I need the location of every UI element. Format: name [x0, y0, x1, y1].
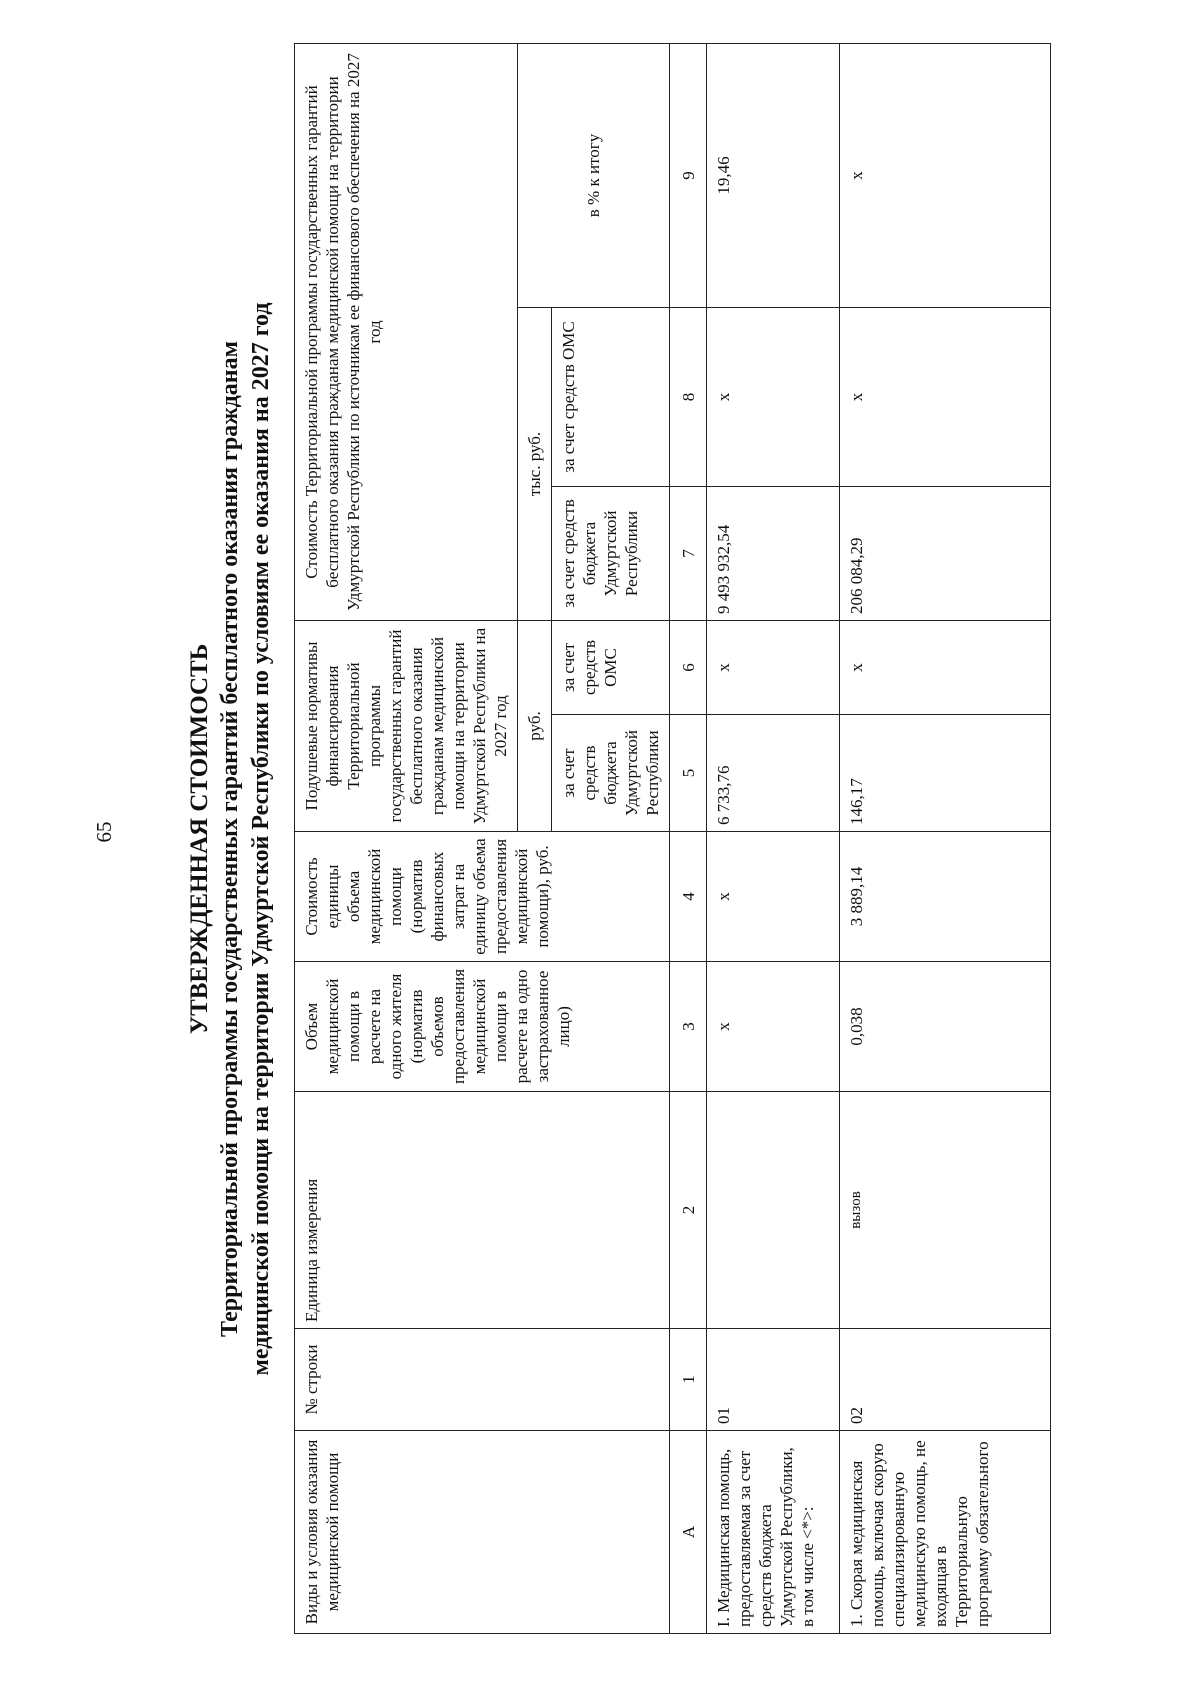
header-unit-cost: Стоимость единицы объема медицинской помощи (норматив финансовых затрат на единицу объема предоставления медицинской помощи), руб. — [295, 832, 670, 962]
row-per-capita-budget: 146,17 — [840, 715, 1051, 832]
header-per-capita-oms: за счет средств ОМС — [552, 621, 670, 715]
column-number: 5 — [670, 715, 707, 832]
row-volume: х — [707, 962, 840, 1092]
column-number: 3 — [670, 962, 707, 1092]
row-volume: 0,038 — [840, 962, 1051, 1092]
cost-table — [294, 43, 1051, 1634]
column-number: 7 — [670, 487, 707, 621]
row-cost-oms: х — [707, 308, 840, 487]
header-volume: Объем медицинской помощи в расчете на одного жителя (норматив объемов предоставления медицинской помощи в расчете на одно застрахованное лицо) — [295, 962, 670, 1092]
header-cost-oms: за счет средств ОМС — [552, 308, 670, 487]
header-row-number: № строки — [295, 1329, 670, 1431]
document-title: УТВЕРЖДЕННАЯ СТОИМОСТЬ — [186, 643, 213, 1035]
table-row — [707, 44, 840, 1634]
header-unit: Единица измерения — [295, 1092, 670, 1329]
row-per-capita-budget: 6 733,76 — [707, 715, 840, 832]
row-name: 1. Скорая медицинская помощь, включая скорую специализированную медицинскую помощь, не входящая в Территориальную программу обязательного — [840, 1431, 1051, 1634]
column-number: 9 — [670, 44, 707, 308]
page-number: 65 — [92, 821, 116, 843]
header-thous-rub: тыс. руб. — [518, 308, 552, 621]
header-kinds: Виды и условия оказания медицинской помощи — [295, 1431, 670, 1634]
header-percent: в % к итогу — [518, 44, 670, 308]
column-number: 4 — [670, 832, 707, 962]
column-number: 8 — [670, 308, 707, 487]
column-number: 6 — [670, 621, 707, 715]
header-row-1 — [295, 44, 518, 1634]
header-cost-budget: за счет средств бюджета Удмуртской Республики — [552, 487, 670, 621]
row-unit-cost: 3 889,14 — [840, 832, 1051, 962]
row-per-capita-oms: х — [840, 621, 1051, 715]
row-unit — [707, 1092, 840, 1329]
document-title-block — [185, 44, 291, 1634]
header-rub: руб. — [518, 621, 552, 832]
document-subtitle-line-1: Территориальной программы государственных гарантий бесплатного оказания гражданам — [217, 341, 243, 1337]
row-percent: х — [840, 44, 1051, 308]
header-per-capita: Подушевые нормативы финансирования Территориальной программы государственных гарантий бесплатного оказания гражданам медицинской помощи на территории Удмуртской Республики на 2027 год — [295, 621, 518, 832]
table-row — [840, 44, 1051, 1634]
row-cost-oms: х — [840, 308, 1051, 487]
row-cost-budget: 206 084,29 — [840, 487, 1051, 621]
row-code: 01 — [707, 1329, 840, 1431]
row-name: I. Медицинская помощь, предоставляемая за счет средств бюджета Удмуртской Республики, в том числе <*>: — [707, 1431, 840, 1634]
column-number: 1 — [670, 1329, 707, 1431]
column-number: 2 — [670, 1092, 707, 1329]
row-code: 02 — [840, 1329, 1051, 1431]
header-per-capita-budget: за счет средств бюджета Удмуртской Республики — [552, 715, 670, 832]
column-number-row — [670, 44, 707, 1634]
header-program-cost: Стоимость Территориальной программы государственных гарантий бесплатного оказания гражданам медицинской помощи на территории Удмуртской Республики по источникам ее финансового обеспечения на 2027 год — [295, 44, 518, 621]
row-percent: 19,46 — [707, 44, 840, 308]
rotated-page-content — [185, 44, 1145, 1634]
row-unit: вызов — [840, 1092, 1051, 1329]
row-cost-budget: 9 493 932,54 — [707, 487, 840, 621]
row-unit-cost: х — [707, 832, 840, 962]
document-subtitle-line-2: медицинской помощи на территории Удмуртской Республики по условиям ее оказания на 2027 год — [248, 302, 274, 1376]
column-number: А — [670, 1431, 707, 1634]
row-per-capita-oms: х — [707, 621, 840, 715]
